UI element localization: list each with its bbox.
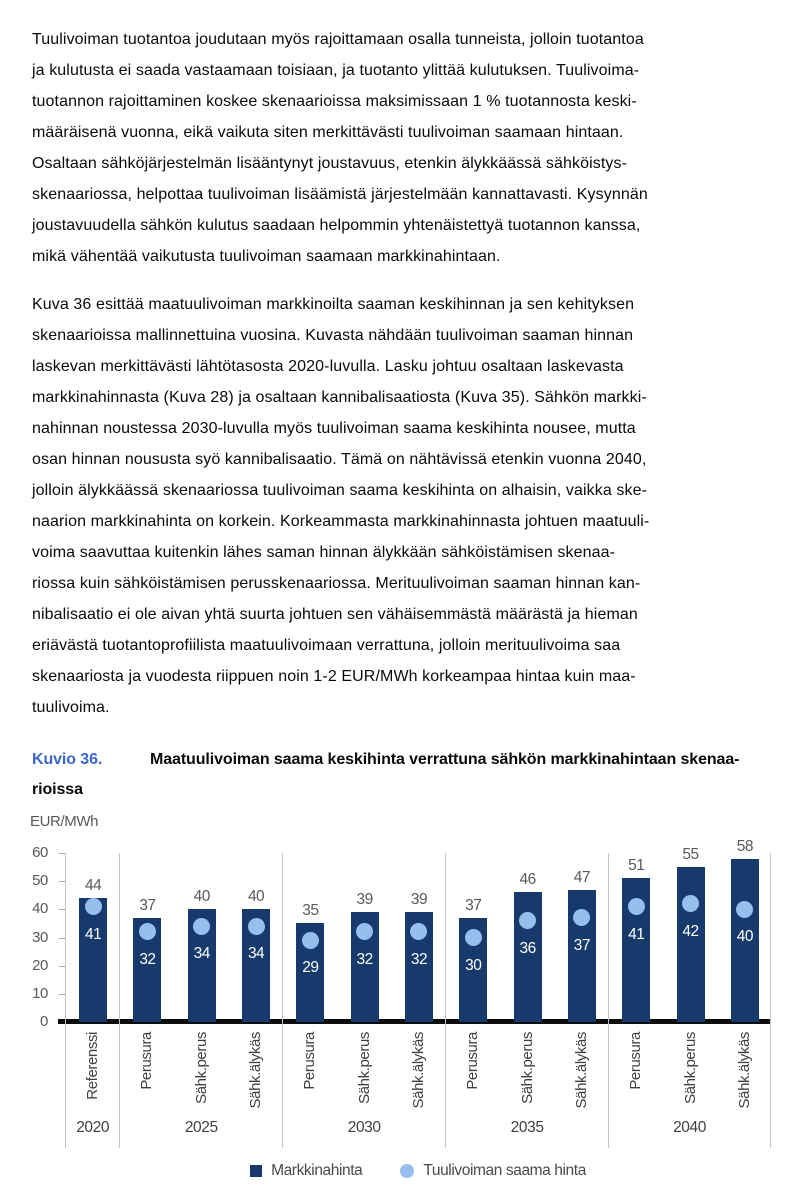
x-axis-label: Perusura	[138, 1032, 156, 1090]
year-label: 2040	[673, 1119, 706, 1136]
y-tick-label: 0	[40, 1013, 48, 1030]
x-axis-label: Sähk.älykäs	[735, 1032, 753, 1109]
wind-price-label: 40	[736, 928, 753, 946]
wind-price-label: 32	[139, 950, 156, 968]
wind-price-label: 32	[356, 950, 373, 968]
year-label: 2030	[347, 1119, 381, 1136]
chart-legend	[65, 1162, 771, 1180]
body-line: Osaltaan sähköjärjestelmän lisääntynyt joustavuus, etenkin älykkäässä sähköistys-	[32, 155, 628, 172]
body-line: nahinnan noustessa 2030-luvulla myös tuulivoiman saama keskihinta nousee, mutta	[32, 420, 636, 437]
x-axis-label: Perusura	[464, 1032, 482, 1090]
body-line: nibalisaatio ei ole aivan yhtä suurta johtuen sen vähäisemmästä määrästä ja hieman	[32, 606, 638, 623]
figure-caption-number: Kuvio 36.	[32, 751, 103, 768]
x-axis-label: Sähk.perus	[355, 1032, 373, 1104]
wind-price-label: 41	[85, 925, 102, 943]
x-axis-label-slot	[609, 1022, 663, 1116]
bar-value-label: 37	[465, 896, 482, 914]
x-axis-label-slot	[555, 1022, 609, 1116]
body-paragraph-2	[32, 289, 772, 723]
wind-price-label: 36	[519, 939, 536, 957]
wind-price-marker	[193, 918, 210, 935]
bar-value-label: 40	[193, 888, 210, 906]
body-line: jolloin älykkäässä skenaariossa tuulivoiman saama keskihinta on alhaisin, vaikka ske-	[32, 482, 648, 499]
legend-item	[400, 1162, 586, 1180]
x-axis-label: Sähk.älykäs	[247, 1032, 265, 1109]
wind-price-label: 34	[193, 945, 210, 963]
legend-label: Markkinahinta	[271, 1162, 363, 1179]
y-axis	[0, 844, 65, 1030]
x-axis-label: Sähk.perus	[518, 1032, 536, 1104]
year-label: 2025	[184, 1119, 218, 1136]
wind-price-label: 30	[465, 956, 482, 974]
x-axis-label-slot	[500, 1022, 554, 1116]
year-label: 2035	[510, 1119, 544, 1136]
body-line: eriävästä tuotantoprofiilista maatuulivoimaan verrattuna, jolloin merituulivoima saa	[32, 637, 621, 654]
figure-chart	[0, 813, 772, 1180]
body-line: skenaarioissa mallinnettuina vuosina. Kuvasta nähdään tuulivoiman saaman hinnan	[32, 327, 634, 344]
bar-value-label: 51	[628, 857, 645, 875]
wind-price-label: 32	[410, 950, 428, 968]
bar-value-label: 39	[410, 891, 428, 909]
y-axis-unit-label: EUR/MWh	[30, 813, 99, 830]
bar-value-label: 40	[247, 888, 265, 906]
x-axis-label-slot	[66, 1022, 120, 1116]
bar-value-label: 47	[573, 868, 591, 886]
wind-price-label: 29	[302, 959, 319, 977]
figure-caption	[32, 745, 772, 805]
chart-group-2020	[65, 853, 119, 1148]
wind-price-marker	[248, 918, 265, 935]
legend-item	[250, 1162, 362, 1180]
chart-group-2040	[608, 837, 771, 1148]
body-line: riossa kuin sähköistämisen perusskenaariossa. Merituulivoiman saaman hinnan kan-	[32, 575, 641, 592]
y-tick-label: 20	[32, 956, 48, 974]
wind-price-label: 41	[628, 925, 645, 943]
x-axis-label: Sähk.perus	[192, 1032, 210, 1104]
year-label: 2020	[76, 1119, 110, 1136]
x-axis-label-slot	[283, 1022, 337, 1116]
bar-value-label: 35	[302, 902, 319, 920]
bar-value-label: 39	[356, 891, 373, 909]
x-axis-label-slot	[663, 1022, 717, 1116]
body-line: määräisenä vuonna, eikä vaikuta siten merkittävästi tuulivoiman saamaan hintaan.	[32, 124, 624, 141]
market-price-bar	[79, 898, 107, 1022]
body-line: skenaariosta ja vuodesta riippuen noin 1-2 EUR/MWh korkeampaa hintaa kuin maa-	[32, 668, 636, 685]
body-line: laskevan merkittävästi lähtötasosta 2020-luvulla. Lasku johtuu osaltaan laskevasta	[32, 358, 624, 375]
x-axis-label: Sähk.älykäs	[409, 1032, 427, 1109]
market-price-bar	[677, 867, 705, 1022]
body-line: markkinahinnasta (Kuva 28) ja osaltaan kannibalisaatiosta (Kuva 35). Sähkön markki-	[32, 389, 647, 406]
x-axis-label-slot	[338, 1022, 392, 1116]
chart-group-2025	[119, 853, 282, 1148]
legend-square-swatch	[250, 1165, 262, 1177]
body-line: Tuulivoiman tuotantoa joudutaan myös rajoittamaan osalla tunneista, jolloin tuotantoa	[32, 31, 644, 48]
y-tick-label: 40	[32, 900, 48, 918]
wind-price-label: 34	[247, 945, 265, 963]
x-axis-label-slot	[229, 1022, 283, 1116]
wind-price-marker	[85, 898, 102, 915]
bar-value-label: 55	[682, 846, 699, 864]
y-tick-label: 60	[32, 844, 48, 861]
body-line: tuotannon rajoittaminen koskee skenaarioissa maksimissaan 1 % tuotannosta keski-	[32, 93, 637, 110]
wind-price-label: 37	[573, 936, 591, 954]
x-axis-label: Perusura	[627, 1032, 645, 1090]
body-line: joustavuudella sähkön kulutus saadaan helpommin yhtenäistettyä tuotannon kanssa,	[32, 217, 641, 234]
x-axis-label-slot	[120, 1022, 174, 1116]
chart-plot-area	[0, 837, 771, 1148]
wind-price-marker	[628, 898, 645, 915]
x-axis-label-slot	[175, 1022, 229, 1116]
body-line: Kuva 36 esittää maatuulivoiman markkinoilta saaman keskihinnan ja sen kehityksen	[32, 296, 635, 313]
bar-value-label: 58	[736, 837, 753, 855]
body-line: naarion markkinahinta on korkein. Korkeammasta markkinahinnasta johtuen maatuuli-	[32, 513, 650, 530]
bar-value-label: 37	[139, 896, 156, 914]
x-axis-label-slot	[718, 1022, 772, 1116]
y-tick-label: 30	[32, 928, 48, 946]
x-axis-label-slot	[446, 1022, 500, 1116]
x-axis-label: Perusura	[301, 1032, 319, 1090]
x-axis-label: Sähk.perus	[681, 1032, 699, 1104]
x-axis-label: Sähk.älykäs	[572, 1032, 590, 1109]
body-line: ja kulutusta ei saada vastaamaan toisiaan, ja tuotanto ylittää kulutuksen. Tuulivoima-	[32, 62, 640, 79]
body-line: tuulivoima.	[32, 699, 110, 716]
wind-price-marker	[465, 929, 482, 946]
x-axis-label: Referenssi	[84, 1032, 102, 1100]
body-line: osan hinnan noususta syö kannibalisaatio. Tämä on nähtävissä etenkin vuonna 2040,	[32, 451, 647, 468]
body-line: mikä vähentää vaikutusta tuulivoiman saamaan markkinahintaan.	[32, 248, 501, 265]
figure-caption-text: Maatuulivoiman saama keskihinta verrattuna sähkön markkinahintaan skenaa-	[150, 751, 740, 768]
figure-caption-line-1	[32, 745, 772, 775]
figure-caption-line-2: rioissa	[32, 781, 83, 798]
chart-group-2030	[282, 853, 445, 1148]
body-line: skenaariossa, helpottaa tuulivoiman lisäämistä järjestelmään kannattavasti. Kysynnän	[32, 186, 648, 203]
y-tick-label: 50	[32, 872, 48, 890]
wind-price-label: 42	[682, 922, 699, 940]
chart-group-2035	[445, 853, 608, 1148]
x-axis-label-slot	[392, 1022, 446, 1116]
y-tick-label: 10	[32, 984, 48, 1002]
legend-circle-swatch	[400, 1164, 414, 1178]
body-paragraph-1	[32, 24, 772, 272]
bar-value-label: 46	[519, 871, 536, 889]
wind-price-marker	[302, 932, 319, 949]
bar-value-label: 44	[85, 877, 102, 895]
body-line: voima saavuttaa kuitenkin lähes saman hinnan älykkään sähköistämisen skenaa-	[32, 544, 616, 561]
legend-label: Tuulivoiman saama hinta	[423, 1162, 586, 1179]
